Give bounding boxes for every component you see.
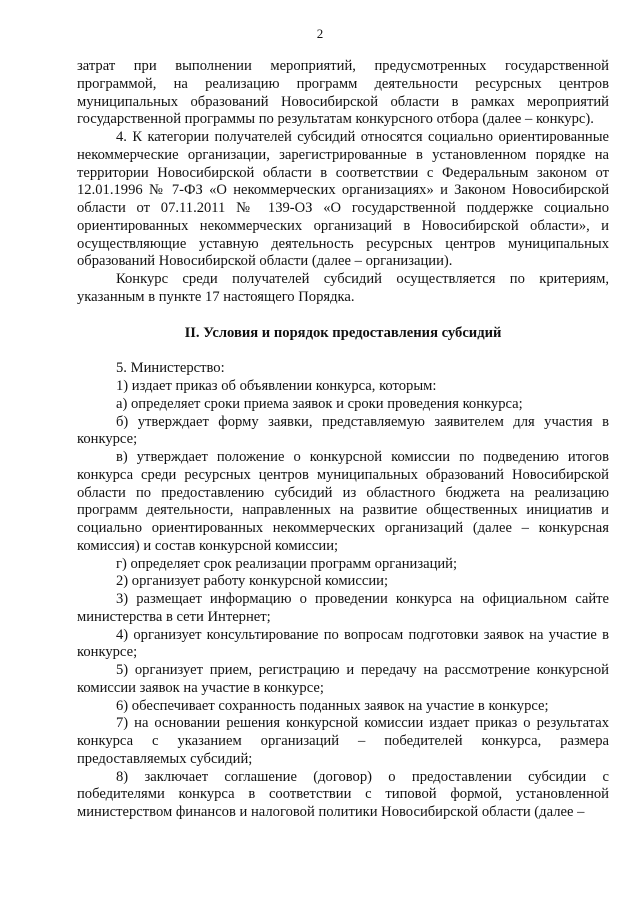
paragraph: б) утверждает форму заявки, представляемую заявителем для участия в конкурсе; — [77, 413, 609, 448]
paragraph: 7) на основании решения конкурсной комиссии издает приказ о результатах конкурса с указанием организаций – победителей конкурса, размера предоставляемых субсидий; — [77, 715, 609, 767]
page-number: 2 — [316, 26, 324, 41]
paragraph: а) определяет сроки приема заявок и сроки проведения конкурса; — [116, 395, 523, 412]
paragraph: 5) организует прием, регистрацию и передачу на рассмотрение конкурсной комиссии заявок на участие в конкурсе; — [77, 662, 609, 696]
paragraph: 4) организует консультирование по вопросам подготовки заявок на участие в конкурсе; — [77, 626, 609, 661]
paragraph: 3) размещает информацию о проведении конкурса на официальном сайте министерства в сети Интернет; — [77, 591, 609, 625]
paragraph: 6) обеспечивает сохранность поданных заявок на участие в конкурсе; — [116, 697, 549, 714]
paragraph: г) определяет срок реализации программ организаций; — [116, 555, 458, 572]
paragraph: 4. К категории получателей субсидий относятся социально ориентированные некоммерческие организации, зарегистрированные в установленном порядке на территории Новосибирской области в соответствии с Федеральным законом от 12.01.1996 № 7-ФЗ «О некоммерческих организациях» и Законом Новосибирской области от 07.11.2011 № 139-ОЗ «О государственной поддержке социально ориентированных некоммерческих организаций в Новосибирской области», и осуществляющие уставную деятельность ресурсных центров муниципальных образований Новосибирской области (далее – организации). — [77, 129, 609, 270]
paragraph: 1) издает приказ об объявлении конкурса, которым: — [116, 378, 437, 394]
paragraph: в) утверждает положение о конкурсной комиссии по подведению итогов конкурса среди ресурсных центров муниципальных образований Новосибирской области по предоставлению субсидий из областного бюджета на реализацию программ деятельности, направленных на развитие общественных инициатив и социально ориентированных некоммерческих организаций (далее – конкурсная комиссия) и состав конкурсной комиссии; — [77, 449, 609, 554]
paragraph: 8) заключает соглашение (договор) о предоставлении субсидии с победителями конкурса в соответствии с типовой формой, установленной министерством финансов и налоговой политики Новосибирской области (далее – — [77, 768, 609, 820]
section-heading: II. Условия и порядок предоставления субсидий — [184, 324, 502, 341]
paragraph: 5. Министерство: — [116, 360, 225, 377]
paragraph: Конкурс среди получателей субсидий осуществляется по критериям, указанным в пункте 17 настоящего Порядка. — [77, 271, 609, 305]
paragraph: затрат при выполнении мероприятий, предусмотренных государственной программой, на реализацию программ деятельности ресурсных центров муниципальных образований Новосибирской области в рамках мероприятий государственной программы по результатам конкурсного отбора (далее – конкурс). — [77, 58, 609, 128]
document-body — [77, 58, 609, 822]
paragraph: 2) организует работу конкурсной комиссии; — [116, 573, 388, 590]
